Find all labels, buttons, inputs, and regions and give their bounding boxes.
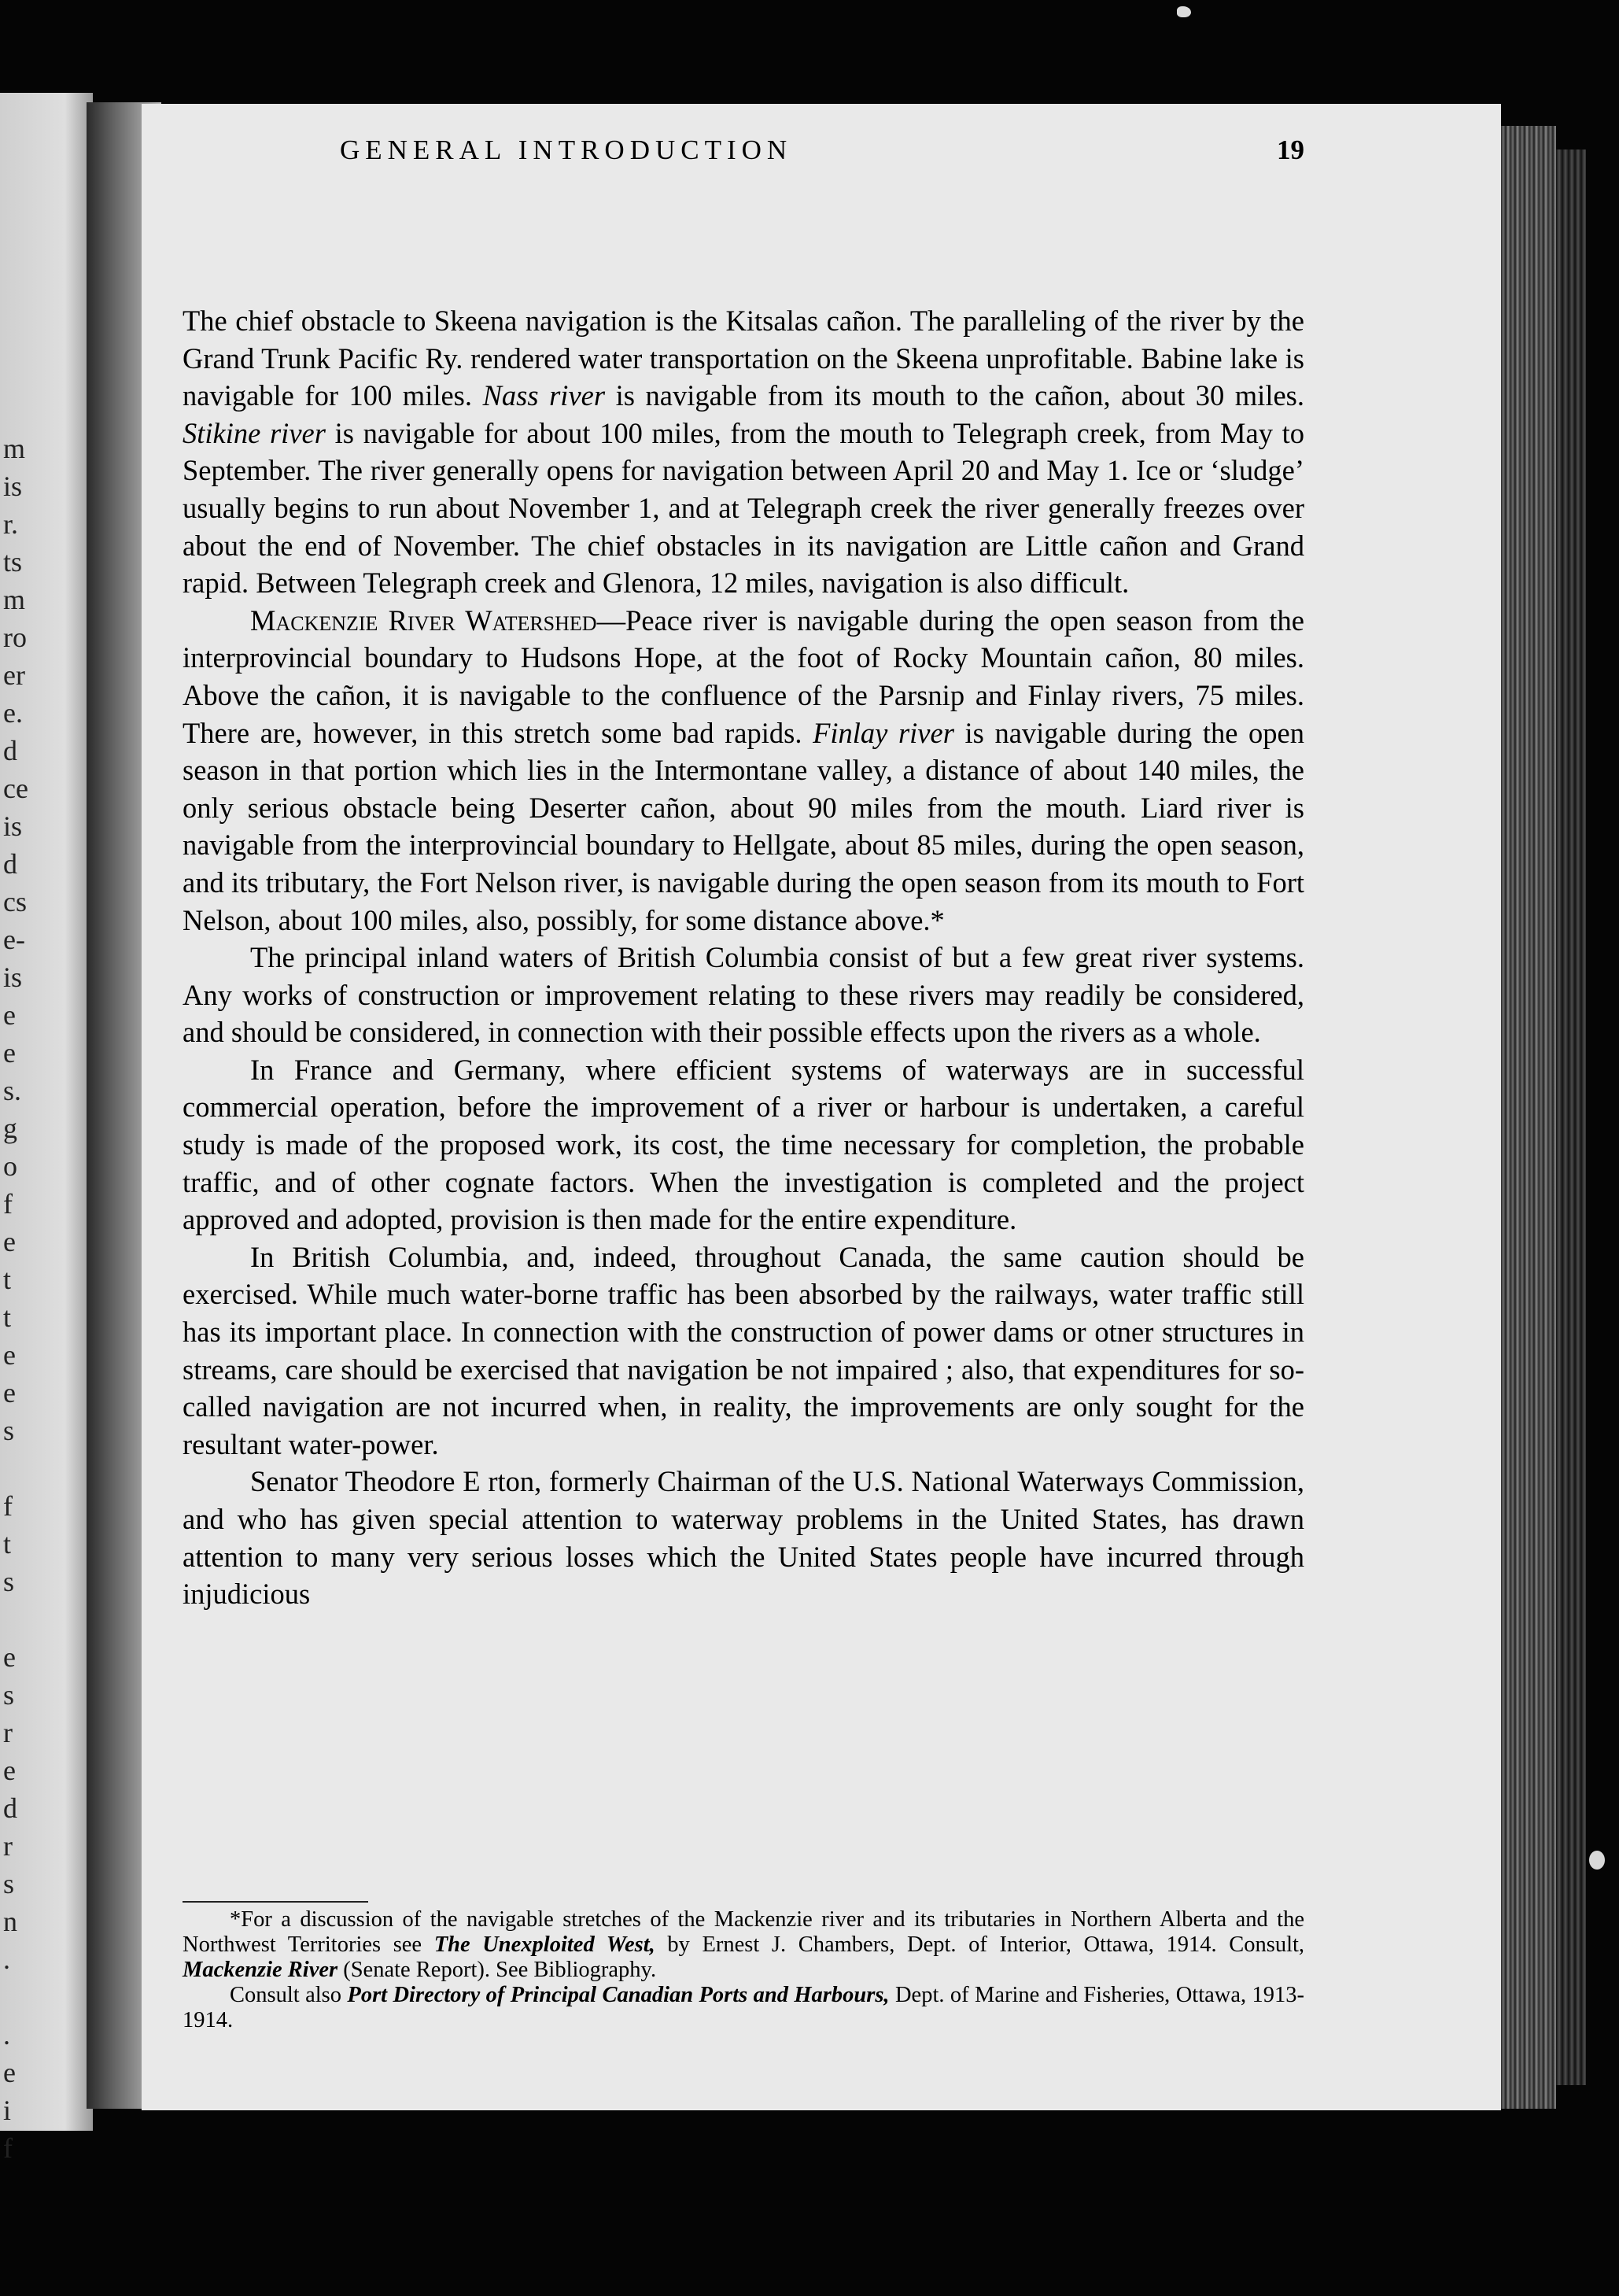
page-header bbox=[340, 132, 1304, 168]
facing-page-fragment: s bbox=[3, 1415, 15, 1446]
facing-page-fragment: e bbox=[3, 1641, 16, 1673]
finlay-river-italic: Finlay river bbox=[813, 716, 954, 749]
facing-page-fragment: er bbox=[3, 659, 25, 691]
facing-page-fragment: f bbox=[3, 1490, 13, 1522]
running-head: GENERAL INTRODUCTION bbox=[340, 135, 793, 165]
facing-page-fragment: s bbox=[3, 1566, 15, 1597]
footnote-title: Port Directory of Principal Canadian Ports and Harbours, bbox=[347, 1983, 890, 2007]
facing-page-fragment: ro bbox=[3, 622, 27, 653]
footnotes bbox=[183, 1907, 1304, 2033]
page-stack-edge bbox=[1501, 126, 1556, 2109]
scan-speck bbox=[1177, 6, 1191, 17]
footnote-rule bbox=[183, 1901, 368, 1903]
facing-page-fragment: e bbox=[3, 999, 16, 1031]
facing-page-fragment: n bbox=[3, 1906, 17, 1937]
facing-page-fragment: g bbox=[3, 1113, 17, 1144]
facing-page-fragment bbox=[3, 1978, 35, 2016]
nass-river-italic: Nass river bbox=[482, 379, 606, 412]
facing-page-fragment: m bbox=[3, 433, 26, 464]
facing-page-fragment bbox=[3, 1449, 35, 1487]
book-cover-edge bbox=[1556, 149, 1586, 2085]
paragraph-france-germany: In France and Germany, where efficient systems of waterways are in successful commercial operation, before the improvement of a river or harbour is undertaken, a careful study is made of the proposed work, its cost, the time necessary for completion, the probable traffic, and of other cognate factors. When the investigation is completed and the project approved and adopted, provision is then made for the entire expenditure. bbox=[183, 1053, 1304, 1236]
facing-page-fragment: is bbox=[3, 471, 23, 502]
facing-page-fragment: s bbox=[3, 1868, 15, 1899]
footnote-2: Consult also Port Directory of Principal Canadian Ports and Harbours, Dept. of Marine and Fisheries, Ottawa, 1913-1914. bbox=[183, 1983, 1305, 2032]
facing-page-fragment: is bbox=[3, 810, 23, 842]
facing-page-fragment: e bbox=[3, 1377, 16, 1408]
facing-page-fragment: cs bbox=[3, 886, 27, 917]
facing-page-fragment: o bbox=[3, 1150, 17, 1182]
paragraph-inland-waters: The principal inland waters of British Columbia consist of but a few great river systems. Any works of construction or improvement relating to these rivers may readily be considered, and should be considered, in connection with their possible effects upon the rivers as a whole. bbox=[183, 941, 1304, 1049]
facing-page-fragment: t bbox=[3, 1528, 12, 1560]
facing-page-text-fragments bbox=[0, 430, 35, 2167]
facing-page-fragment: t bbox=[3, 1264, 12, 1295]
facing-page-fragment: . bbox=[3, 2019, 10, 2051]
facing-page-fragment: f bbox=[3, 1188, 13, 1220]
paragraph-mackenzie: Mackenzie River Watershed—Peace river is navigable during the open season from the interprovincial boundary to Hudsons Hope, at the foot of Rocky Mountain cañon, 80 miles. Above the cañon, it is navigable to the confluence of the Parsnip and Finlay rivers, 75 miles. There are, however, in this stretch some bad rapids. Finlay river is navigable during the open season in that portion which lies in the Intermontane valley, a distance of about 140 miles, the only serious obstacle being Deserter cañon, about 90 miles from the mouth. Liard river is navigable from the interprovincial boundary to Hellgate, about 85 miles, during the open season, and its tributary, the Fort Nelson river, is navigable during the open season from its mouth to Fort Nelson, about 100 miles, also, possibly, for some distance above.* bbox=[183, 604, 1305, 936]
footnote-title: The Unexploited West, bbox=[433, 1932, 655, 1957]
facing-page-fragment: e. bbox=[3, 697, 23, 729]
facing-page-fragment: f bbox=[3, 2132, 13, 2164]
facing-page-fragment: ce bbox=[3, 773, 28, 804]
facing-page-fragment: e bbox=[3, 1037, 16, 1069]
facing-page-fragment bbox=[3, 1600, 35, 1638]
stikine-river-italic: Stikine river bbox=[183, 416, 326, 449]
facing-page-fragment: r. bbox=[3, 508, 19, 540]
paragraph-skeena: The chief obstacle to Skeena navigation is the Kitsalas cañon. The paralleling of the river by the Grand Trunk Pacific Ry. rendered water transportation on the Skeena unprofitable. Babine lake is navigable for 100 miles. Nass river is navigable from its mouth to the cañon, about 30 miles. Stikine river is navigable for about 100 miles, from the mouth to Telegraph creek, from May to September. The river generally opens for navigation between April 20 and May 1. Ice or ‘sludge’ usually begins to run about November 1, and at Telegraph creek the river generally freezes over about the end of November. The chief obstacles in its navigation are Little cañon and Grand rapid. Between Telegraph creek and Glenora, 12 miles, navigation is also difficult. bbox=[183, 305, 1304, 600]
footnote-title: Mackenzie River bbox=[183, 1958, 338, 1982]
facing-page-fragment: d bbox=[3, 1792, 17, 1824]
facing-page-fragment: e bbox=[3, 1339, 16, 1371]
body-text bbox=[183, 302, 1304, 1613]
facing-page-fragment: s bbox=[3, 1679, 15, 1711]
facing-page-fragment: s. bbox=[3, 1075, 22, 1106]
facing-page-edge bbox=[0, 93, 93, 2164]
section-heading: Mackenzie River Watershed bbox=[250, 604, 597, 637]
facing-page-fragment: e bbox=[3, 1226, 16, 1257]
footnote-1: *For a discussion of the navigable stretches of the Mackenzie river and its tributaries in Northern Alberta and the Northwest Territories see The Unexploited West, by Ernest J. Chambers, Dept. of Interior, Ottawa, 1914. Consult, Mackenzie River (Senate Report). See Bibliography. bbox=[183, 1907, 1305, 1982]
page-number: 19 bbox=[1277, 135, 1304, 165]
facing-page-fragment: i bbox=[3, 2095, 12, 2126]
facing-page-fragment: . bbox=[3, 1943, 10, 1975]
facing-page-fragment: e bbox=[3, 1755, 16, 1786]
facing-page-fragment: e- bbox=[3, 924, 25, 955]
facing-page-fragment: m bbox=[3, 584, 26, 615]
paragraph-british-columbia: In British Columbia, and, indeed, throughout Canada, the same caution should be exercised. While much water-borne traffic has been absorbed by the railways, water traffic still has its important place. In connection with the construction of power dams or otner structures in streams, care should be exercised that navigation be not impaired ; also, that expenditures for so-called navigation are not incurred when, in reality, the improvements are only sought for the resultant water-power. bbox=[183, 1240, 1304, 1460]
facing-page-fragment: d bbox=[3, 735, 17, 766]
facing-page-fragment: r bbox=[3, 1830, 13, 1862]
facing-page-fragment: is bbox=[3, 962, 23, 993]
paragraph-senator: Senator Theodore E rton, formerly Chairman of the U.S. National Waterways Commission, and who has given special attention to waterway problems in the United States, has drawn attention to many very serious losses which the United States people have incurred through injudicious bbox=[183, 1465, 1304, 1611]
facing-page-fragment: d bbox=[3, 848, 17, 880]
facing-page-fragment: e bbox=[3, 2057, 16, 2088]
facing-page-fragment: ts bbox=[3, 546, 23, 578]
facing-page-fragment: t bbox=[3, 1301, 12, 1333]
scan-marker bbox=[1589, 1851, 1605, 1870]
facing-page-fragment: r bbox=[3, 1717, 13, 1748]
